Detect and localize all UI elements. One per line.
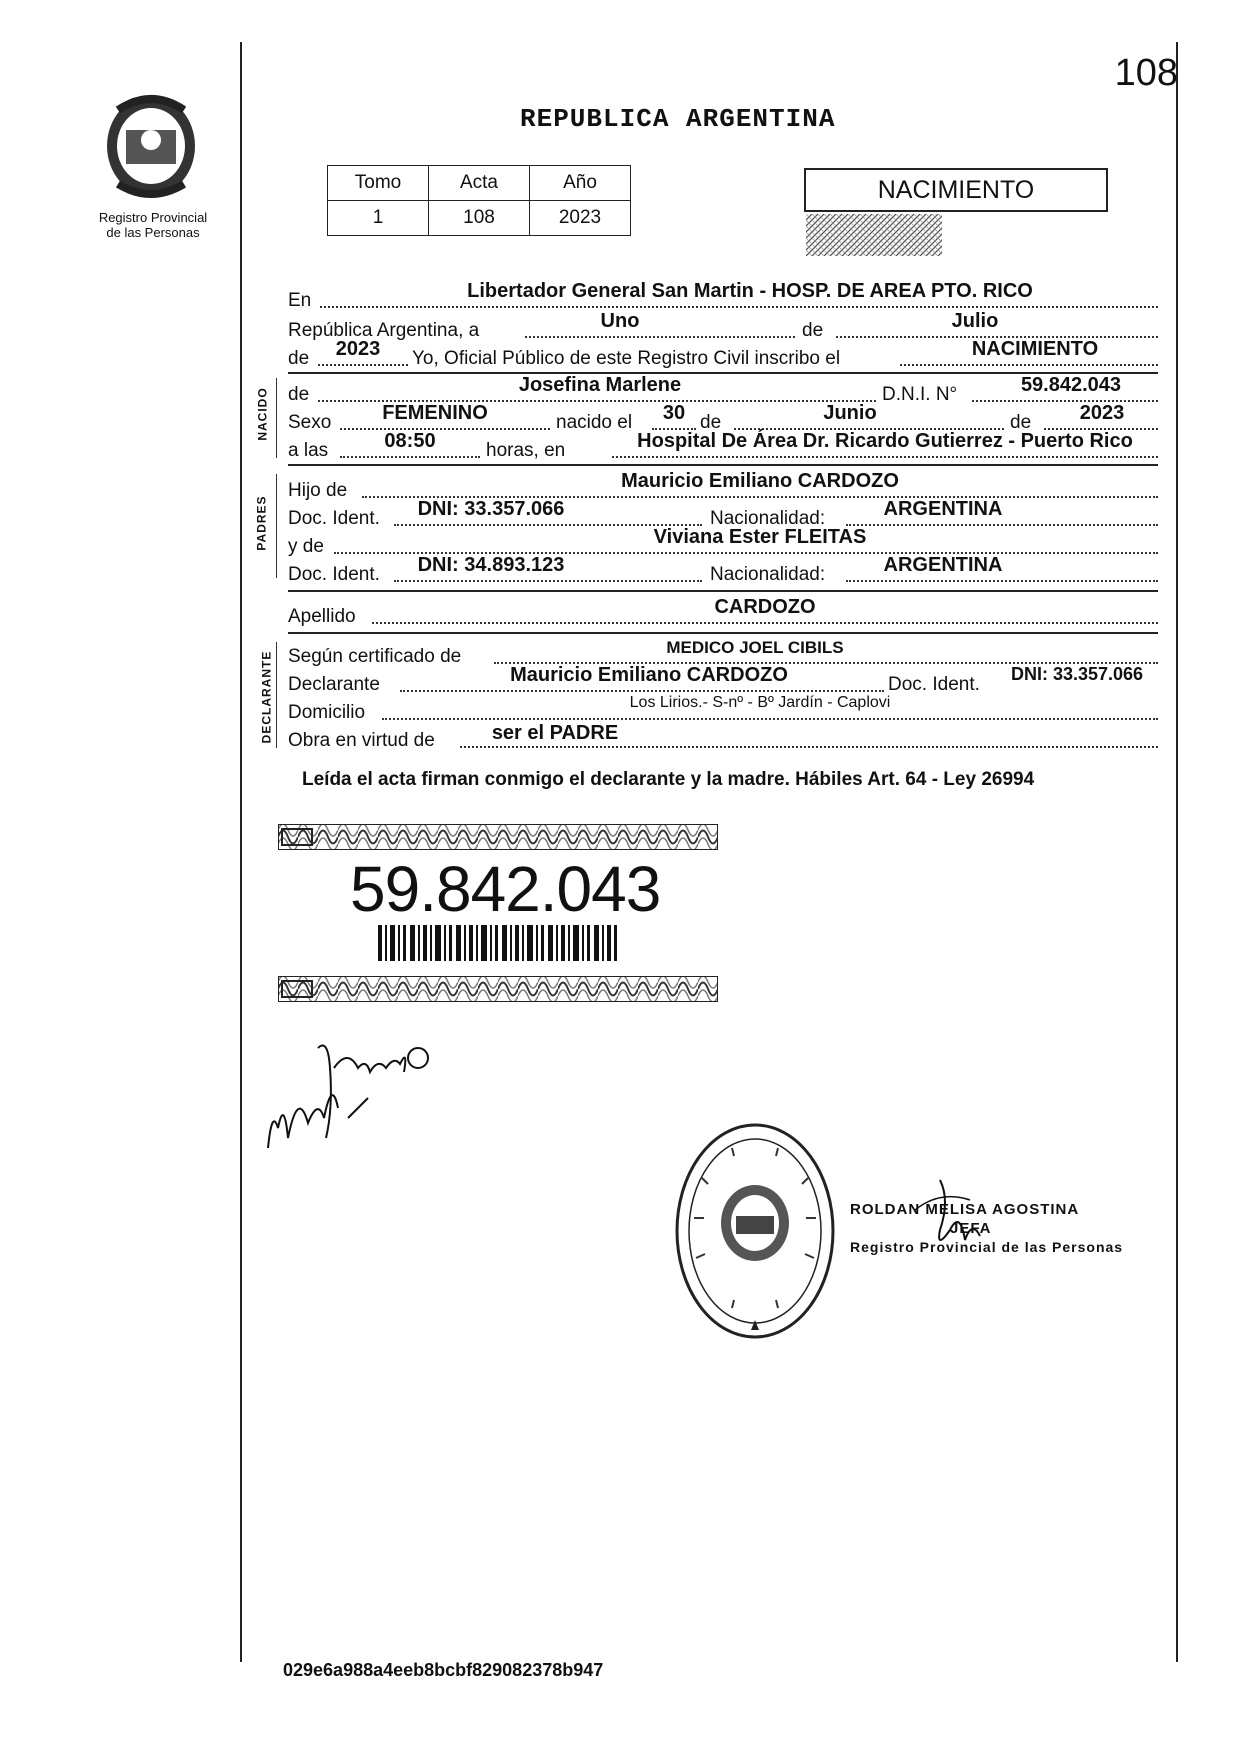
section-rule-2 [288,464,1158,466]
label-horas: horas, en [486,440,566,461]
value-birth-year: 2023 [1079,402,1125,424]
dots-obra [460,746,1158,748]
dots-en [320,306,1158,308]
left-margin-line [240,42,242,1662]
value-mother-doc: DNI: 34.893.123 [417,554,565,576]
dni-sticker-number: 59.842.043 [350,853,661,925]
dots-domicilio [382,718,1158,720]
dots-year [318,364,408,366]
label-declarante: Declarante [288,674,380,695]
bracket-declarante [276,642,277,748]
label-doc-mother: Doc. Ident. [288,564,380,585]
value-father: Mauricio Emiliano CARDOZO [621,470,899,492]
value-year: 2023 [335,338,381,360]
security-pattern-icon [806,214,942,256]
value-father-doc: DNI: 33.357.066 [417,498,565,520]
label-de-name: de [288,384,310,405]
label-en: En [288,290,312,311]
value-birth-day: 30 [662,402,686,424]
bracket-nacido [276,378,277,458]
label-de-birth-month: de [700,412,722,433]
logo-caption [78,210,228,240]
value-birth-month: Junio [823,402,877,424]
document-title: REPUBLICA ARGENTINA [520,104,836,134]
label-obra: Obra en virtud de [288,730,435,751]
value-time: 08:50 [384,430,436,452]
security-band-top-icon [278,824,718,850]
handwritten-signature-icon [258,1028,438,1158]
registry-table [327,165,631,236]
side-label-declarante: DECLARANTE [259,650,274,744]
value-anio: 2023 [530,201,631,236]
label-segun: Según certificado de [288,646,462,667]
label-sexo: Sexo [288,412,332,433]
value-declarante: Mauricio Emiliano CARDOZO [510,664,788,686]
section-rule-3 [288,590,1158,592]
side-label-padres: PADRES [254,495,269,551]
label-nacido: nacido el [556,412,633,433]
label-de-birth-year: de [1010,412,1032,433]
barcode-icon [378,925,618,961]
label-doc-father: Doc. Ident. [288,508,380,529]
value-father-nat: ARGENTINA [883,498,1003,520]
dots-mother-doc [394,580,702,582]
legal-text: Leída el acta firman conmigo el declarante y la madre. Hábiles Art. 64 - Ley 26994 [302,769,1035,790]
label-apellido: Apellido [288,606,356,627]
dots-inscribe [900,364,1158,366]
dots-apellido [372,622,1158,624]
signer-block [850,1200,1123,1257]
label-oficial: Yo, Oficial Público de este Registro Civil inscribo el [412,348,841,369]
label-de-month: de [802,320,824,341]
label-doc-declarante: Doc. Ident. [888,674,980,695]
security-band-bottom-icon [278,976,718,1002]
label-hijo: Hijo de [288,480,348,501]
dots-place [612,456,1158,458]
label-a-las: a las [288,440,329,461]
value-place: Hospital De Área Dr. Ricardo Gutierrez - Puerto Rico [637,430,1133,452]
official-round-seal-icon [672,1118,838,1344]
header-acta: Acta [429,166,530,201]
signer-role: JEFA [950,1220,992,1237]
right-margin-line [1176,42,1178,1662]
value-domicilio: Los Lirios.- S-nº - Bº Jardín - Caplovi [629,694,891,711]
header-anio: Año [530,166,631,201]
value-name: Josefina Marlene [518,374,682,396]
dots-declarante [400,690,884,692]
provincial-coat-of-arms-icon [96,90,206,200]
value-sexo: FEMENINO [382,402,488,424]
value-tomo: 1 [328,201,429,236]
label-y-de: y de [288,536,324,557]
section-rule-4 [288,632,1158,634]
value-day: Uno [600,310,640,332]
signer-office: Registro Provincial de las Personas [850,1239,1124,1255]
value-dni: 59.842.043 [1020,374,1122,396]
dots-mother-nat [846,580,1158,582]
value-certificado: MEDICO JOEL CIBILS [666,638,844,657]
label-nac-father: Nacionalidad: [710,508,826,529]
signer-name: ROLDAN MELISA AGOSTINA [850,1201,1080,1218]
bracket-padres [276,474,277,578]
logo-caption-line2: de las Personas [106,225,200,240]
value-obra: ser el PADRE [491,722,619,744]
logo-caption-line1: Registro Provincial [98,210,208,225]
value-apellido: CARDOZO [714,596,816,618]
value-inscribe: NACIMIENTO [971,338,1099,360]
label-republica: República Argentina, a [288,320,480,341]
value-mother: Viviana Ester FLEITAS [653,526,867,548]
value-en: Libertador General San Martin - HOSP. DE AREA PTO. RICO [467,280,1033,302]
side-label-nacido: NACIDO [255,387,270,441]
value-mother-nat: ARGENTINA [883,554,1003,576]
act-type-box: NACIMIENTO [804,168,1108,212]
value-acta: 108 [429,201,530,236]
header-tomo: Tomo [328,166,429,201]
value-declarante-doc: DNI: 33.357.066 [1010,664,1144,684]
page-number: 108 [1114,52,1178,94]
value-month: Julio [951,310,999,332]
document-hash: 029e6a988a4eeb8bcbf829082378b947 [283,1660,604,1680]
label-nac-mother: Nacionalidad: [710,564,826,585]
label-dni: D.N.I. N° [882,384,958,405]
label-domicilio: Domicilio [288,702,366,723]
label-de-year: de [288,348,310,369]
dots-time [340,456,480,458]
dots-day [525,336,795,338]
